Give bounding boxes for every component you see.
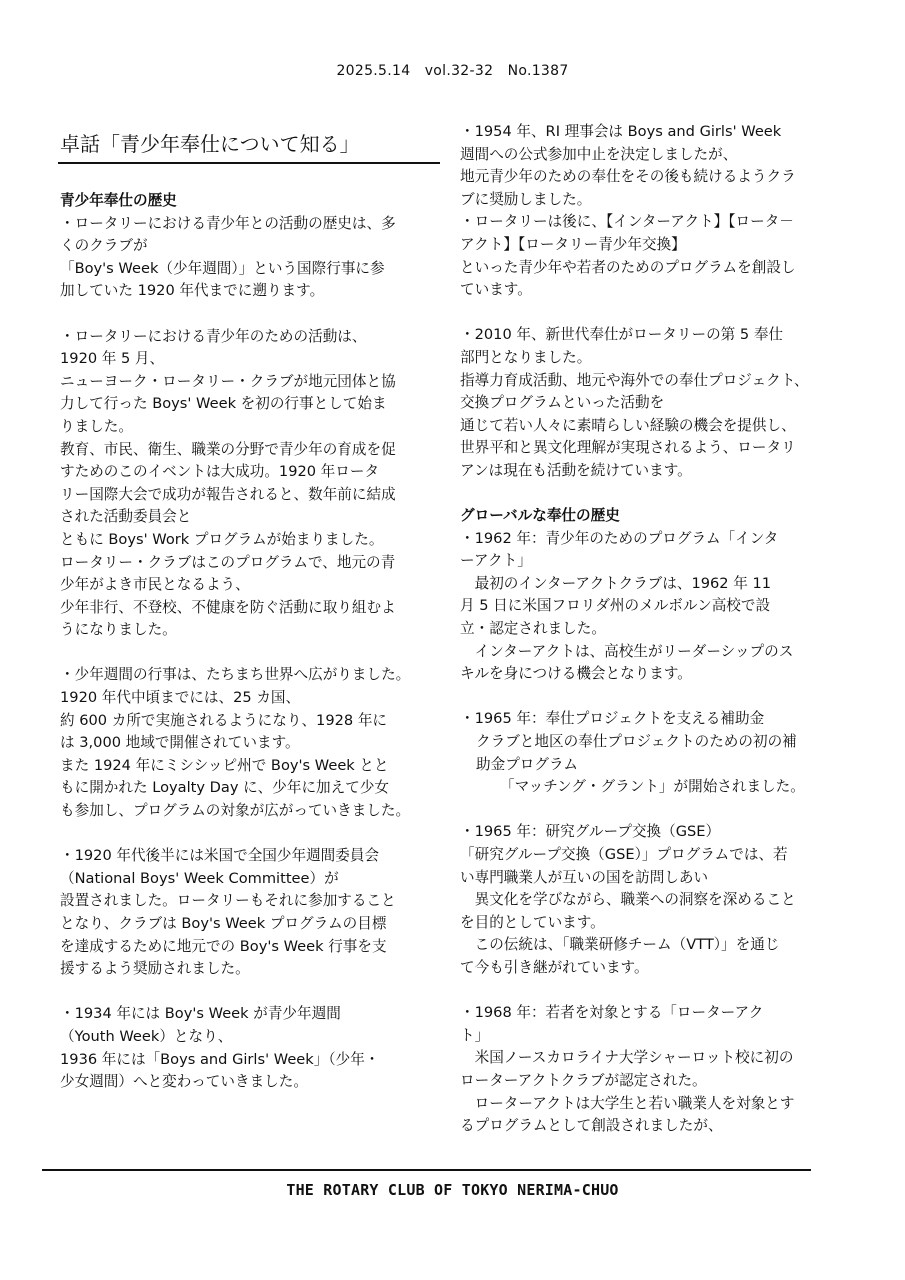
text-line: といった青少年や若者のためのプログラムを創設し — [460, 258, 796, 276]
text-line: ・1965 年：研究グループ交換（GSE） — [460, 823, 721, 841]
blank-line — [60, 303, 438, 326]
text-line: 異文化を学びながら、職業への洞察を深めること — [460, 891, 796, 909]
text-line: 「研究グループ交換（GSE）」プログラムでは、若 — [460, 846, 788, 863]
issue-header: 2025.5.14 vol.32-32 No.1387 — [336, 63, 569, 79]
text-line: ・少年週間の行事は、たちまち世界へ広がりました。 — [60, 666, 411, 684]
section-heading: グローバルな奉仕の歴史 — [460, 507, 620, 525]
text-line: も参加し、プログラムの対象が広がっていきました。 — [60, 802, 411, 820]
text-line: 地元青少年のための奉仕をその後も続けるようクラ — [460, 168, 796, 186]
text-line: 週間への公式参加中止を決定しましたが、 — [460, 145, 738, 163]
text-line: を達成するために地元での Boy's Week 行事を支 — [60, 937, 387, 955]
text-line: 世界平和と異文化理解が実現されるよう、ロータリ — [460, 439, 796, 457]
text-line: りました。 — [60, 417, 133, 435]
text-line: 立・認定されました。 — [460, 620, 606, 638]
text-line: この伝統は、「職業研修チーム（VTT）」を通じ — [460, 936, 780, 954]
text-line: ローターアクトクラブが認定された。 — [460, 1071, 707, 1089]
text-line: るプログラムとして創設されましたが、 — [460, 1117, 723, 1135]
text-line: うになりました。 — [60, 621, 177, 639]
text-line: 教育、市民、衛生、職業の分野で青少年の育成を促 — [60, 440, 396, 458]
text-line: ともに Boys' Work プログラムが始まりました。 — [60, 530, 384, 548]
text-line: また 1924 年にミシシッピ州で Boy's Week とと — [60, 756, 389, 774]
text-line: 1936 年には「Boys and Girls' Week」（少年・ — [60, 1050, 380, 1068]
title-underline — [58, 162, 440, 164]
text-line: 助金プログラム — [476, 755, 579, 773]
text-line: アンは現在も活動を続けています。 — [460, 461, 692, 479]
text-line: 月 5 日に米国フロリダ州のメルボルン高校で設 — [460, 597, 771, 615]
text-line: （Youth Week）となり、 — [60, 1027, 233, 1045]
text-line: 米国ノースカロライナ大学シャーロット校に初の — [460, 1049, 794, 1067]
right-column — [460, 121, 845, 1138]
blank-line — [460, 686, 845, 709]
blank-line — [460, 483, 845, 506]
text-line: を目的としています。 — [460, 913, 605, 931]
left-column — [60, 190, 438, 1094]
text-line: （National Boys' Week Committee）が — [60, 869, 339, 887]
text-line: クラブと地区の奉仕プロジェクトのための初の補 — [476, 733, 797, 751]
text-line: 加していた 1920 年代までに遡ります。 — [60, 282, 325, 300]
text-line: ・1962 年：青少年のためのプログラム「インタ — [460, 529, 779, 547]
blank-line — [460, 302, 845, 325]
text-line: ・1920 年代後半には米国で全国少年週間委員会 — [60, 847, 380, 865]
text-line: ・ロータリーにおける青少年のための活動は、 — [60, 327, 367, 345]
text-line: 力して行った Boys' Week を初の行事として始ま — [60, 395, 387, 413]
text-line: された活動委員会と — [60, 508, 192, 526]
text-line: くのクラブが — [60, 237, 148, 255]
blank-line — [60, 981, 438, 1004]
text-line: ニューヨーク・ロータリー・クラブが地元団体と協 — [60, 372, 396, 390]
text-line: て今も引き継がれています。 — [460, 958, 649, 976]
text-line: ブに奨励しました。 — [460, 190, 592, 208]
text-line: ロータリー・クラブはこのプログラムで、地元の青 — [60, 553, 396, 571]
text-line: リー国際大会で成功が報告されると、数年前に結成 — [60, 485, 396, 503]
text-line: ・ロータリーにおける青少年との活動の歴史は、多 — [60, 214, 396, 232]
text-line: 部門となりました。 — [460, 348, 592, 366]
text-line: ローターアクトは大学生と若い職業人を対象とす — [460, 1094, 795, 1112]
blank-line — [460, 799, 845, 822]
text-line: ・ロータリーは後に、【インターアクト】【ロータ－ — [460, 213, 794, 231]
text-line: 1920 年 5 月、 — [60, 350, 165, 368]
text-line: となり、クラブは Boy's Week プログラムの目標 — [60, 915, 387, 932]
text-line: アクト】【ロータリー青少年交換】 — [460, 235, 686, 253]
text-line: ・1954 年、RI 理事会は Boys and Girls' Week — [460, 123, 782, 140]
text-line: 少年がよき市民となるよう、 — [60, 576, 250, 594]
text-line: 少年非行、不登校、不健康を防ぐ活動に取り組むよ — [60, 598, 396, 616]
text-line: もに開かれた Loyalty Day に、少年に加えて少女 — [60, 779, 390, 797]
text-line: キルを身につける機会となります。 — [460, 665, 692, 683]
text-line: 交換プログラムといった活動を — [460, 394, 665, 412]
text-line: 少女週間）へと変わっていきました。 — [60, 1073, 308, 1091]
text-line: 1920 年代中頃までには、25 カ国、 — [60, 689, 301, 707]
text-line: ーアクト」 — [460, 552, 532, 570]
text-line: 「マッチング・グラント」が開始されました。 — [500, 778, 805, 796]
text-line: 最初のインターアクトクラブは、1962 年 11 — [460, 574, 772, 592]
text-line: ・1968 年：若者を対象とする「ローターアク — [460, 1004, 764, 1022]
footer-divider — [42, 1169, 811, 1171]
text-line: 約 600 カ所で実施されるようになり、1928 年に — [60, 711, 388, 729]
text-line: ています。 — [460, 281, 532, 299]
text-line: ト」 — [460, 1026, 490, 1044]
section-heading: 青少年奉仕の歴史 — [60, 192, 177, 209]
text-line: ・2010 年、新世代奉仕がロータリーの第 5 奉仕 — [460, 326, 784, 344]
text-line: 通じて若い人々に素晴らしい経験の機会を提供し、 — [460, 416, 796, 434]
blank-line — [60, 823, 438, 846]
text-line: インターアクトは、高校生がリーダーシップのス — [460, 642, 794, 660]
blank-line — [460, 980, 845, 1003]
text-line: 指導力育成活動、地元や海外での奉仕プロジェクト、 — [460, 371, 809, 389]
text-line: すためのこのイベントは大成功。1920 年ロータ — [60, 463, 380, 481]
text-line: い専門職業人が互いの国を訪問しあい — [460, 868, 709, 886]
blank-line — [60, 642, 438, 665]
text-line: 「Boy's Week（少年週間）」という国際行事に参 — [60, 259, 385, 277]
text-line: 援するよう奨励されました。 — [60, 960, 250, 978]
footer-club-name: THE ROTARY CLUB OF TOKYO NERIMA-CHUO — [286, 1181, 619, 1199]
text-line: は 3,000 地域で開催されています。 — [60, 734, 300, 752]
text-line: 設置されました。ロータリーもそれに参加すること — [60, 892, 396, 910]
article-title: 卓話「青少年奉仕について知る」 — [60, 132, 360, 156]
text-line: ・1965 年：奉仕プロジェクトを支える補助金 — [460, 710, 765, 728]
text-line: ・1934 年には Boy's Week が青少年週間 — [60, 1005, 341, 1023]
